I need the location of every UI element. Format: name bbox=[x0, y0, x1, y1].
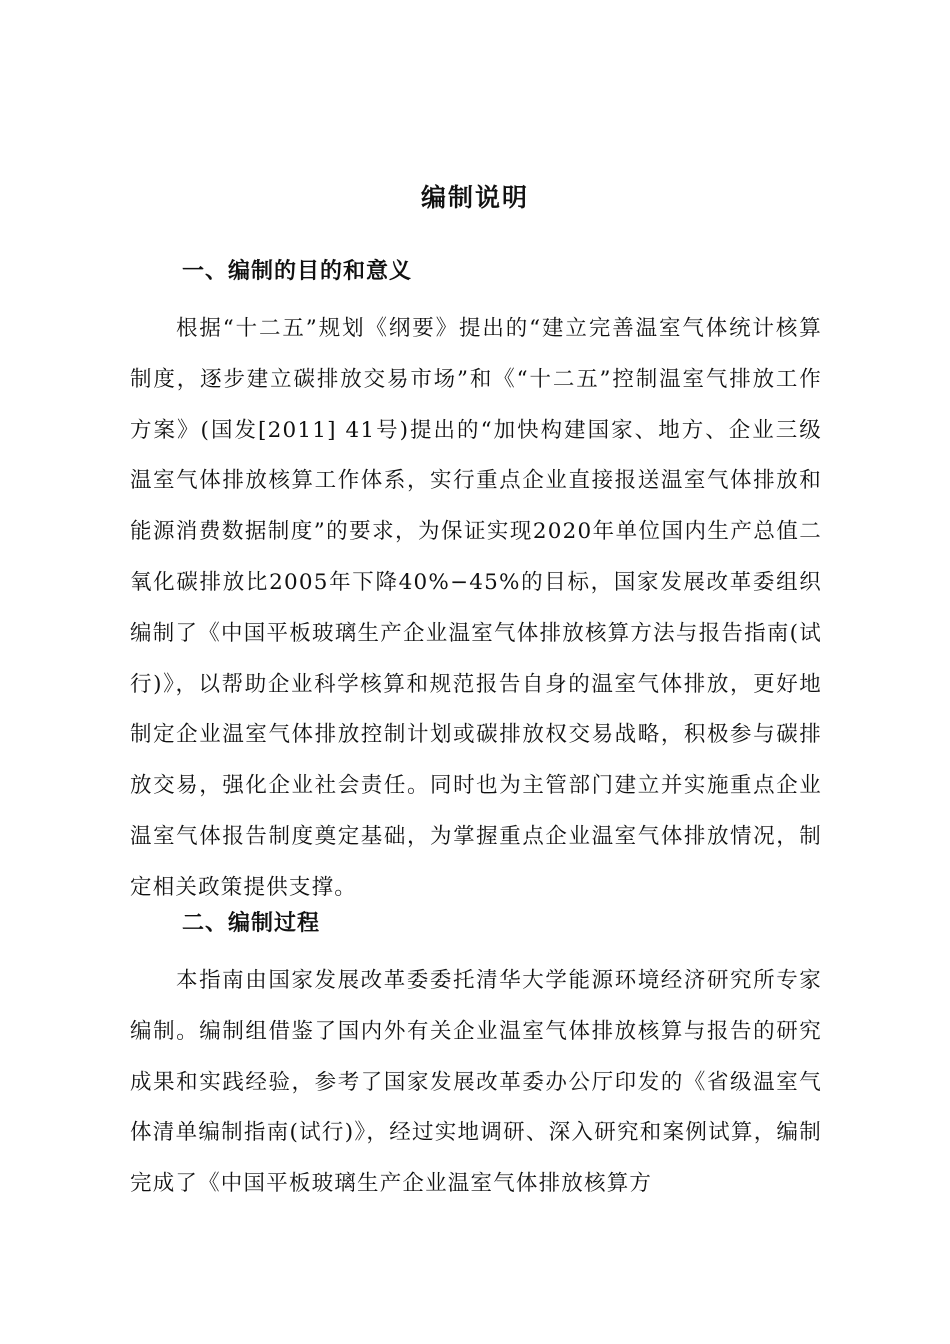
section-heading-purpose: 一、编制的目的和意义 bbox=[182, 259, 413, 284]
section-paragraph-process: 本指南由国家发展改革委委托清华大学能源环境经济研究所专家编制。编制组借鉴了国内外有关企业温室气体排放核算与报告的研究成果和实践经验，参考了国家发展改革委办公厅印发的《省级温室气体清单编制指南(试行)》，经过实地调研、深入研究和案例试算，编制完成了《中国平板玻璃生产企业温室气体排放核算方 bbox=[130, 968, 822, 1197]
document-title: 编制说明 bbox=[420, 183, 529, 212]
section-heading-process: 二、编制过程 bbox=[182, 911, 321, 936]
section-paragraph-purpose: 根据“十二五”规划《纲要》提出的“建立完善温室气体统计核算制度，逐步建立碳排放交易市场”和《“十二五”控制温室气排放工作方案》(国发[2011] 41号)提出的“加快构建国家、地方、企业三级温室气体排放核算工作体系，实行重点企业直接报送温室气体排放和能源消费数据制度”的要求，为保证实现2020年单位国内生产总值二氧化碳排放比2005年下降40%−45%的目标，国家发展改革委组织编制了《中国平板玻璃生产企业温室气体排放核算方法与报告指南(试行)》，以帮助企业科学核算和规范报告自身的温室气体排放，更好地制定企业温室气体排放控制计划或碳排放权交易战略，积极参与碳排放交易，强化企业社会责任。同时也为主管部门建立并实施重点企业温室气体报告制度奠定基础，为掌握重点企业温室气体排放情况，制定相关政策提供支撑。 bbox=[130, 316, 822, 900]
